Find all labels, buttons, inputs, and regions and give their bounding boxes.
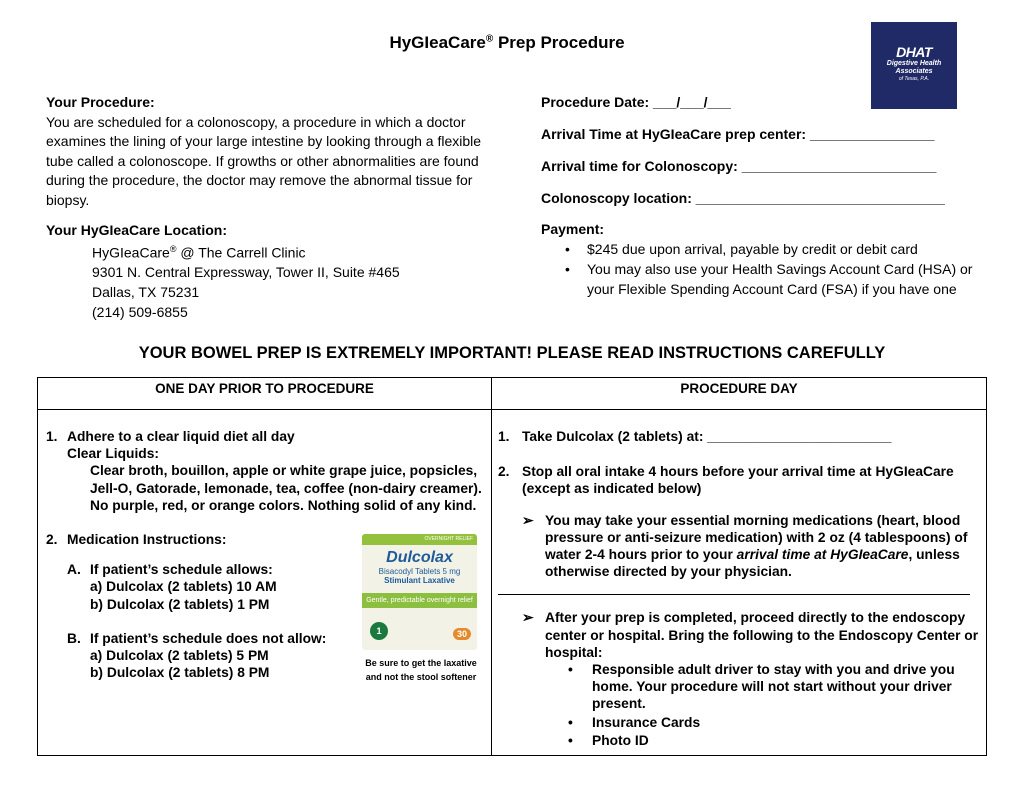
payment-item: • You may also use your Health Savings Account Card (HSA) or your Flexible Spending Account Card (FSA) if you have one [587, 259, 981, 299]
arrival-colonoscopy-field[interactable]: Arrival time for Colonoscopy: _________________________ [541, 158, 937, 174]
clear-liquids-heading: Clear Liquids: [67, 446, 159, 462]
procedure-day-instructions [498, 428, 980, 749]
dose-time: b) Dulcolax (2 tablets) 1 PM [90, 596, 270, 612]
dose-time: b) Dulcolax (2 tablets) 8 PM [90, 665, 270, 681]
logo-mark: DHAT [896, 44, 932, 60]
location-address-1: 9301 N. Central Expressway, Tower II, Suite #465 [92, 264, 400, 281]
logo-line-3: of Texas, P.A. [898, 76, 930, 82]
col-header-prior-day: ONE DAY PRIOR TO PROCEDURE [155, 381, 374, 396]
dulcolax-box-image [362, 534, 477, 650]
product-line-1: Bisacodyl Tablets 5 mg [378, 567, 461, 576]
product-caption: Be sure to get the laxative and not the stool softener [365, 658, 477, 682]
schedule-fields [541, 93, 981, 299]
prep-warning-banner: YOUR BOWEL PREP IS EXTREMELY IMPORTANT! PLEASE READ INSTRUCTIONS CAREFULLY [138, 344, 886, 362]
dose-time: a) Dulcolax (2 tablets) 5 PM [90, 648, 269, 664]
section-rule [498, 594, 970, 595]
arrow-bullet-icon: ➢ [522, 610, 534, 626]
product-top-label: OVERNIGHT RELIEF [362, 534, 477, 545]
procedure-heading: Your Procedure: [46, 94, 155, 110]
colonoscopy-location-field[interactable]: Colonoscopy location: ________________________________ [541, 190, 945, 206]
list-item: 1. Adhere to a clear liquid diet all day [46, 429, 295, 444]
after-prep-instruction: ➢ After your prep is completed, proceed directly to the endoscopy center or hospital. Bring the following to the Endoscopy Center or hospital: [522, 610, 979, 660]
procedure-date-field[interactable]: Procedure Date: ___/___/___ [541, 94, 731, 110]
dose-time: a) Dulcolax (2 tablets) 10 AM [90, 579, 277, 595]
payment-heading: Payment: [541, 221, 605, 237]
product-count: 30 [453, 628, 471, 640]
schedule-not-allow-heading: B. If patient’s schedule does not allow: [67, 630, 327, 646]
bring-item: • Insurance Cards [568, 714, 701, 730]
list-item: 2. Stop all oral intake 4 hours before your arrival time at HyGIeaCare (except as indicated below) [498, 464, 954, 497]
location-name: HyGIeaCare® @ The Carrell Clinic [92, 244, 306, 261]
col-header-procedure-day: PROCEDURE DAY [680, 381, 798, 396]
list-item: 2. Medication Instructions: [46, 532, 227, 548]
product-line-2: Stimulant Laxative [384, 576, 455, 585]
payment-list [541, 239, 981, 299]
location-address-2: Dallas, TX 75231 [92, 284, 200, 300]
list-item: 1. Take Dulcolax (2 tablets) at: ________________________ [498, 429, 892, 444]
page-title: HyGIeaCare® Prep Procedure [389, 33, 625, 52]
product-band: Gentle, predictable overnight relief [362, 593, 477, 608]
table-header-rule [37, 409, 986, 410]
logo-line-2: Associates [895, 68, 933, 75]
bring-item: • Responsible adult driver to stay with you and drive you home. Your procedure will not start without your driver present. [568, 662, 955, 712]
bring-item: • Photo ID [568, 732, 649, 748]
procedure-section [46, 93, 486, 322]
location-heading: Your HyGIeaCare Location: [46, 221, 228, 238]
payment-item: • $245 due upon arrival, payable by credit or debit card [587, 239, 981, 259]
clear-liquids-list: Clear broth, bouillon, apple or white grape juice, popsicles, Jell-O, Gatorade, lemonade, tea, coffee (non-dairy creamer). No purple, red, or orange colors. Nothing solid of any kind. [90, 463, 482, 513]
schedule-allows-heading: A. If patient’s schedule allows: [67, 562, 273, 578]
location-phone: (214) 509-6855 [92, 303, 188, 320]
arrival-prep-field[interactable]: Arrival Time at HyGIeaCare prep center: ________________ [541, 126, 935, 142]
arrow-bullet-icon: ➢ [522, 512, 534, 528]
product-badge: 1 [370, 622, 388, 640]
product-brand: Dulcolax [386, 549, 453, 566]
logo-line-1: Digestive Health [886, 60, 942, 67]
procedure-body: You are scheduled for a colonoscopy, a procedure in which a doctor examines the lining of your large intestine by looking through a flexible tube called a colonoscope. If growths or other abnormalities are found during the procedure, the doctor may remove the abnormal tissue for biopsy. [46, 113, 482, 208]
table-divider [491, 377, 492, 755]
medication-exception: ➢ You may take your essential morning medications (heart, blood pressure or anti-seizure medication) with 2 oz (4 tablespoons) of water 2-4 hours prior to your arrival time at HyGIeaCare, unless otherwise directed by your physician. [522, 512, 968, 580]
